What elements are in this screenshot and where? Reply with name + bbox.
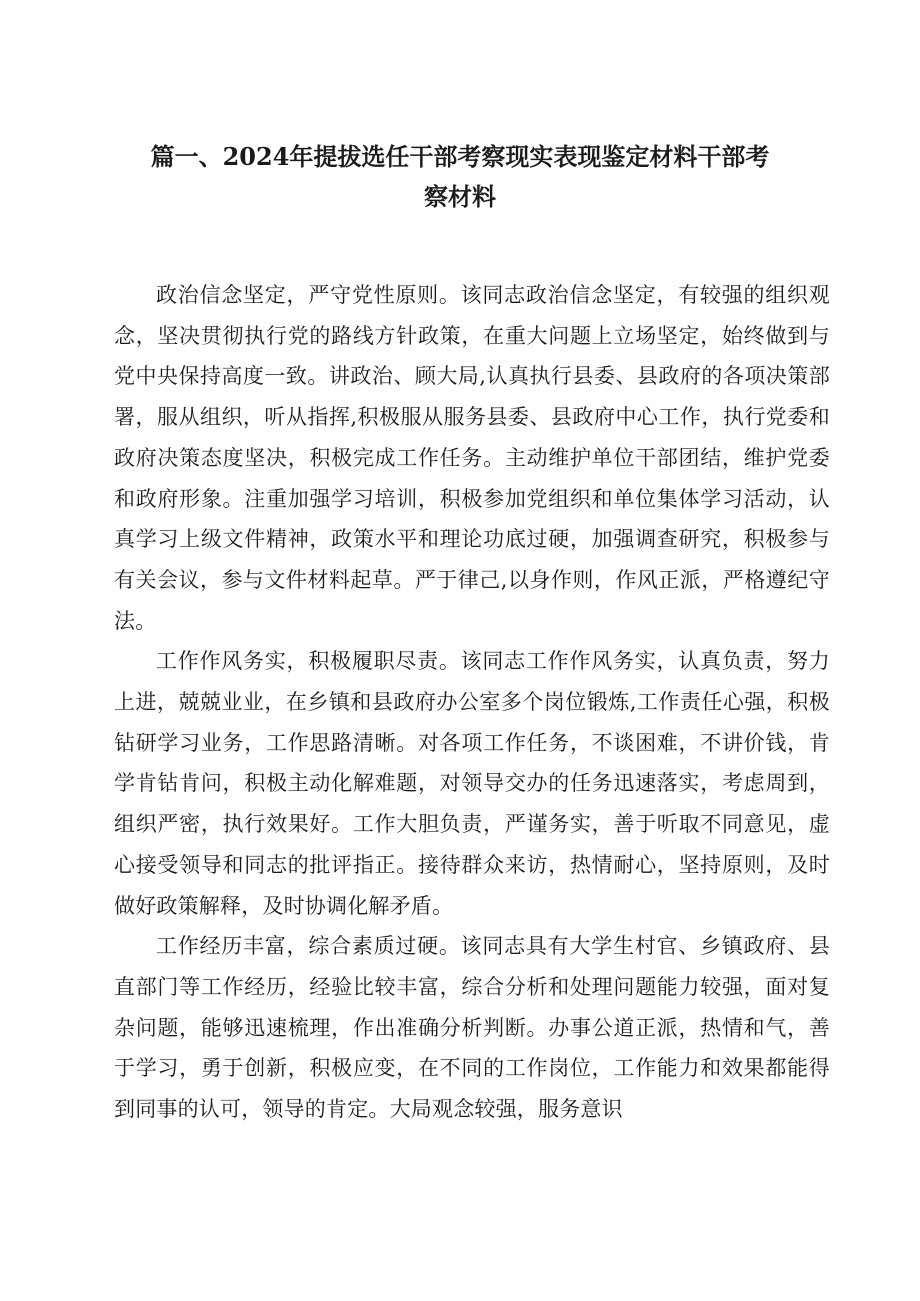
title-line-2: 察材料 (424, 182, 496, 211)
document-title (120, 137, 800, 217)
paragraph-political-belief: 政治信念坚定，严守党性原则。该同志政治信念坚定，有较强的组织观念，坚决贯彻执行党的路线方针政策，在重大问题上立场坚定，始终做到与党中央保持高度一致。讲政治、顾大局,认真执行县委、县政府的各项决策部署，服从组织，听从指挥,积极服从服务县委、县政府中心工作，执行党委和政府决策态度坚决，积极完成工作任务。主动维护单位干部团结，维护党委和政府形象。注重加强学习培训，积极参加党组织和单位集体学习活动，认真学习上级文件精神，政策水平和理论功底过硬，加强调查研究，积极参与有关会议，参与文件材料起草。严于律己,以身作则，作风正派，严格遵纪守法。 (114, 283, 830, 633)
paragraph-work-style: 工作作风务实，积极履职尽责。该同志工作作风务实，认真负责，努力上进，兢兢业业，在乡镇和县政府办公室多个岗位锻炼,工作责任心强，积极钻研学习业务，工作思路清晰。对各项工作任务，不谈困难，不讲价钱，肯学肯钻肯问，积极主动化解难题，对领导交办的任务迅速落实，考虑周到，组织严密，执行效果好。工作大胆负责，严谨务实，善于听取不同意见，虚心接受领导和同志的批评指正。接待群众来访，热情耐心，坚持原则，及时做好政策解释，及时协调化解矛盾。 (114, 649, 830, 918)
paragraph-work-experience: 工作经历丰富，综合素质过硬。该同志具有大学生村官、乡镇政府、县直部门等工作经历，经验比较丰富，综合分析和处理问题能力较强，面对复杂问题，能够迅速梳理，作出准确分析判断。办事公道正派，热情和气，善于学习，勇于创新，积极应变，在不同的工作岗位，工作能力和效果都能得到同事的认可，领导的肯定。大局观念较强，服务意识 (114, 934, 830, 1122)
document-body (114, 275, 830, 1130)
title-line-1: 篇一、2024年提拔选任干部考察现实表现鉴定材料干部考 (150, 142, 770, 171)
